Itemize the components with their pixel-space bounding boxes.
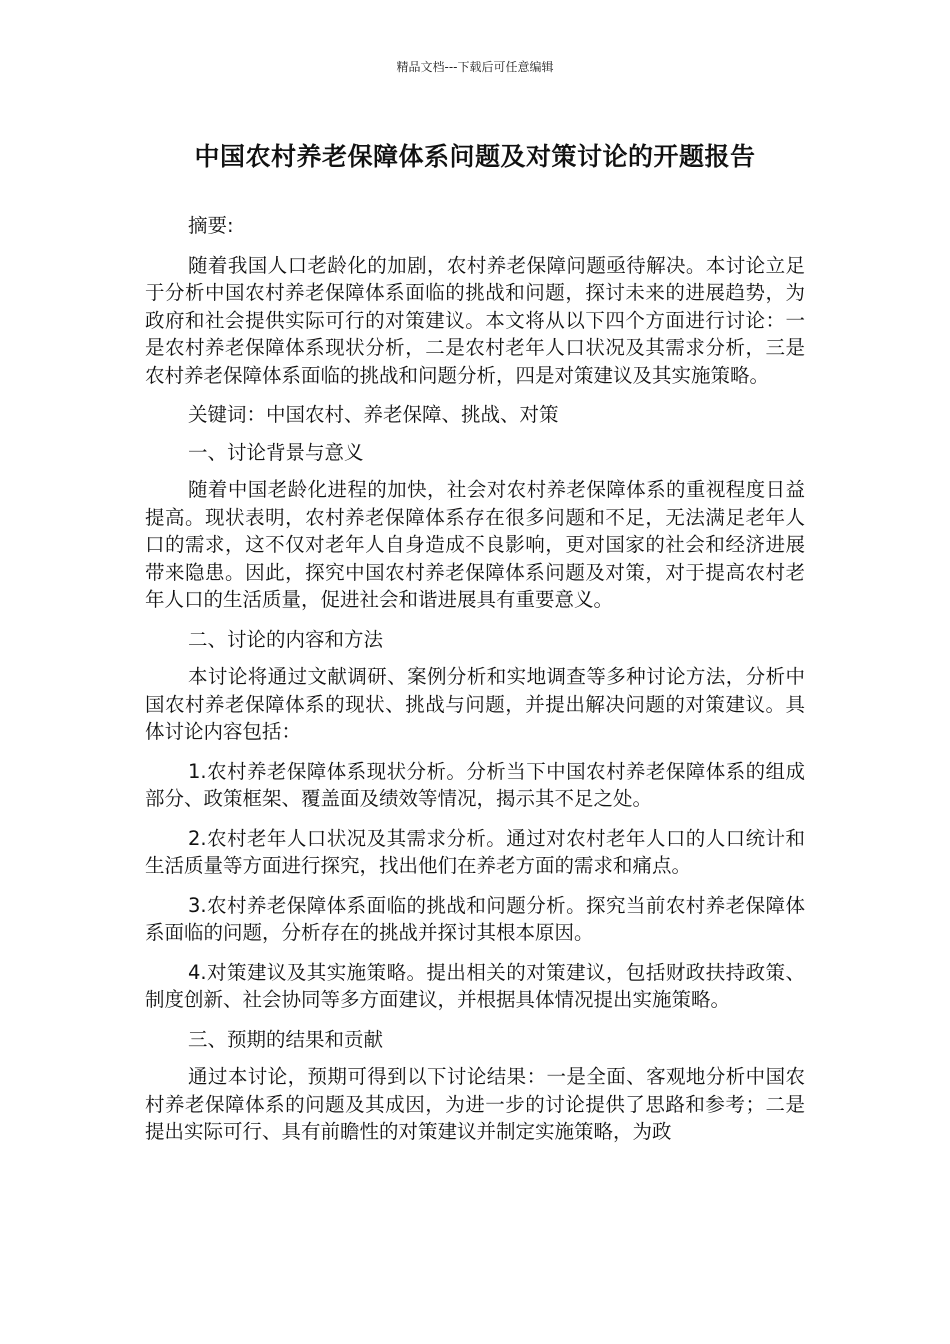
header-note: 精品文档---下载后可任意编辑	[396, 60, 554, 74]
section-heading-2: 二、讨论的内容和方法	[188, 627, 384, 651]
section-heading-3: 三、预期的结果和贡献	[188, 1027, 384, 1051]
content-item-4: 4.对策建议及其实施策略。提出相关的对策建议，包括财政扶持政策、制度创新、社会协同等多方面建议，并根据具体情况提出实施策略。	[145, 960, 805, 1011]
content-item-2: 2.农村老年人口状况及其需求分析。通过对农村老年人口的人口统计和生活质量等方面进行探究，找出他们在养老方面的需求和痛点。	[145, 826, 805, 877]
abstract-label: 摘要:	[188, 214, 234, 237]
section-heading-1: 一、讨论背景与意义	[188, 440, 364, 464]
content-item-3: 3.农村养老保障体系面临的挑战和问题分析。探究当前农村养老保障体系面临的问题，分析存在的挑战并探讨其根本原因。	[145, 893, 805, 944]
content-item-1: 1.农村养老保障体系现状分析。分析当下中国农村养老保障体系的组成部分、政策框架、覆盖面及绩效等情况，揭示其不足之处。	[145, 759, 805, 810]
background-paragraph: 随着中国老龄化进程的加快，社会对农村养老保障体系的重视程度日益提高。现状表明，农村养老保障体系存在很多问题和不足，无法满足老年人口的需求，这不仅对老年人自身造成不良影响，更对国家的社会和经济进展带来隐患。因此，探究中国农村养老保障体系问题及对策，对于提高农村老年人口的生活质量，促进社会和谐进展具有重要意义。	[145, 478, 805, 611]
results-paragraph: 通过本讨论，预期可得到以下讨论结果：一是全面、客观地分析中国农村养老保障体系的问题及其成因，为进一步的讨论提供了思路和参考；二是提出实际可行、具有前瞻性的对策建议并制定实施策略，为政	[145, 1065, 805, 1143]
keywords-line: 关键词：中国农村、养老保障、挑战、对策	[188, 403, 559, 426]
abstract-paragraph: 随着我国人口老龄化的加剧，农村养老保障问题亟待解决。本讨论立足于分析中国农村养老保障体系面临的挑战和问题，探讨未来的进展趋势，为政府和社会提供实际可行的对策建议。本文将从以下四个方面进行讨论：一是农村养老保障体系现状分析，二是农村老年人口状况及其需求分析，三是农村养老保障体系面临的挑战和问题分析，四是对策建议及其实施策略。	[145, 253, 805, 387]
methods-paragraph: 本讨论将通过文献调研、案例分析和实地调查等多种讨论方法，分析中国农村养老保障体系的现状、挑战与问题，并提出解决问题的对策建议。具体讨论内容包括：	[145, 665, 805, 743]
document-body	[145, 212, 805, 1158]
document-title: 中国农村养老保障体系问题及对策讨论的开题报告	[194, 142, 756, 171]
